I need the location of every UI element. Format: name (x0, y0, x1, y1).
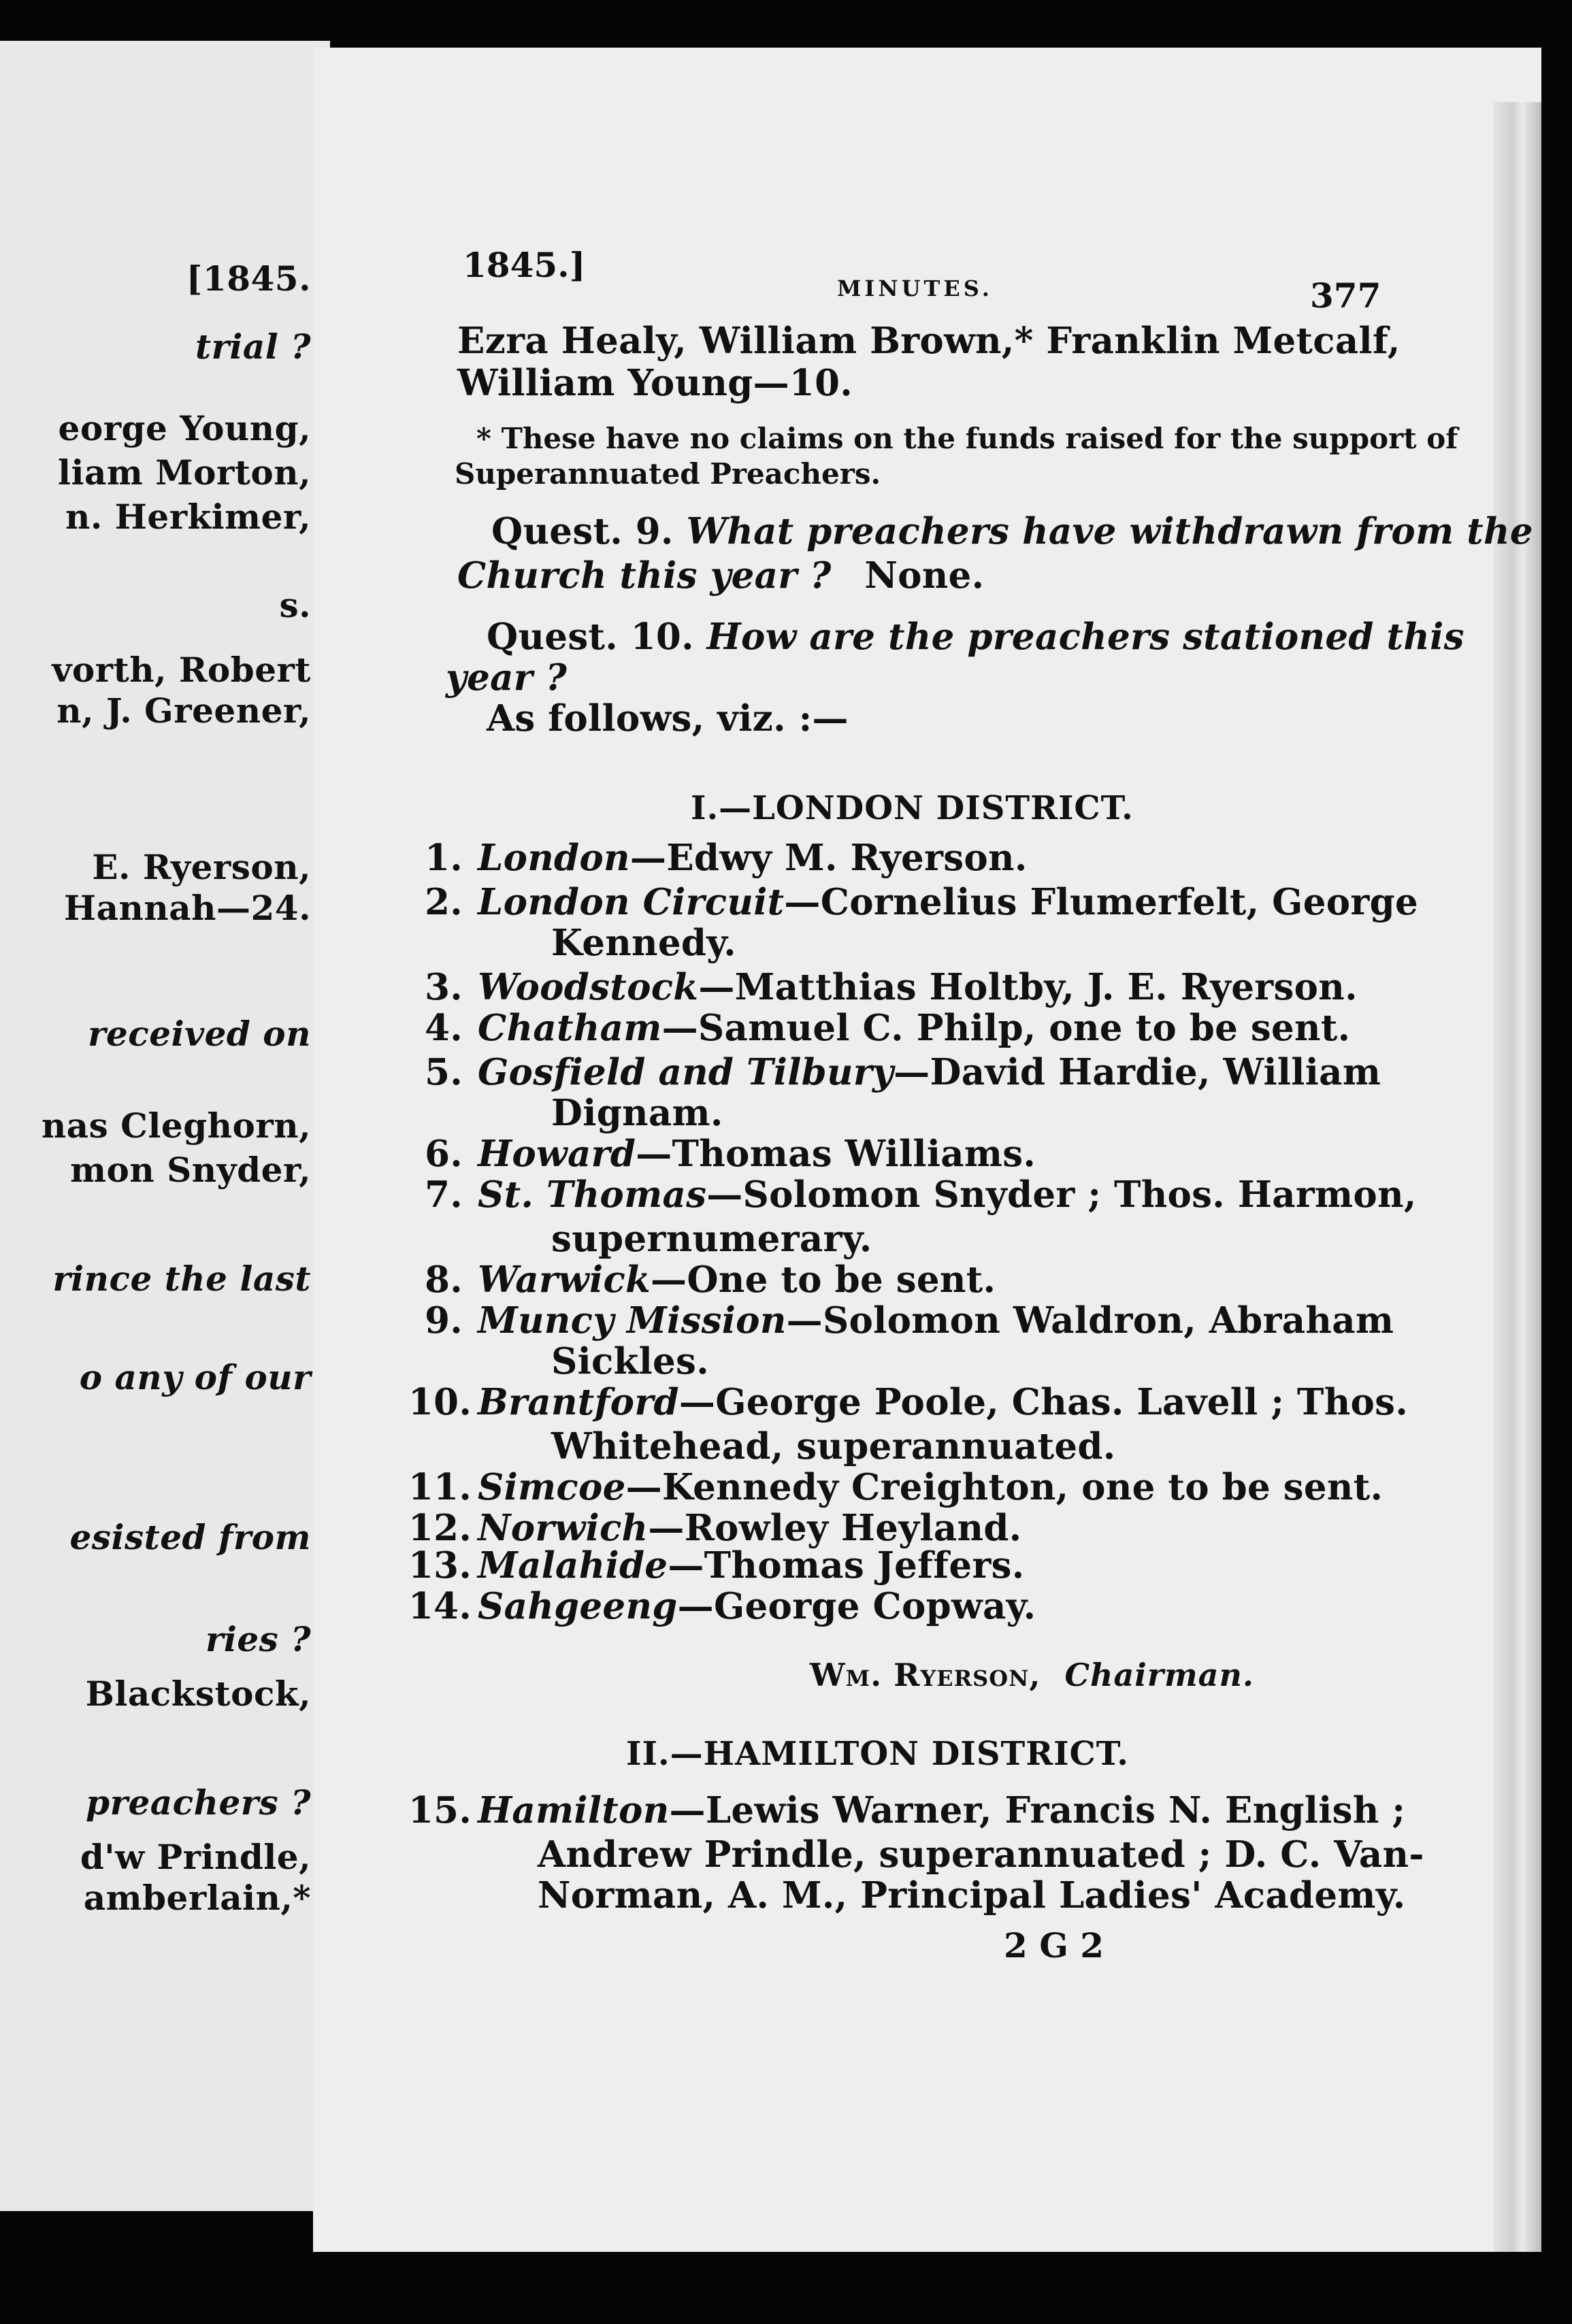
station-entry (408, 1259, 996, 1301)
page-edge (1494, 102, 1541, 2252)
station-preachers: —Kennedy Creighton, one to be sent. (625, 1466, 1383, 1508)
left-page-line: n, J. Greener, (56, 691, 311, 731)
left-page-line: s. (279, 585, 311, 625)
left-page-line: preachers ? (86, 1782, 311, 1823)
station-preachers: —One to be sent. (651, 1259, 996, 1301)
station-place: Hamilton (478, 1789, 670, 1831)
station-entry (408, 1544, 1025, 1587)
station-entry (408, 1007, 1350, 1049)
station-entry (408, 1051, 1381, 1093)
station-entry (408, 1299, 1394, 1342)
continuation-line-2: William Young—10. (457, 362, 853, 404)
station-number: 12. (408, 1507, 472, 1549)
quest-9-answer: None. (864, 554, 985, 597)
station-preachers: —Samuel C. Philp, one to be sent. (661, 1007, 1351, 1049)
station-preachers: —Thomas Williams. (636, 1133, 1036, 1175)
left-page-line: ries ? (205, 1619, 311, 1659)
station-entry (408, 1381, 1408, 1423)
left-page-line: vorth, Robert (52, 650, 311, 690)
station-place: Muncy Mission (478, 1299, 787, 1342)
left-page-line: nas Cleghorn, (41, 1106, 311, 1146)
station-preachers: —Rowley Heyland. (648, 1507, 1022, 1549)
quest-9-question: What preachers have withdrawn from the (686, 510, 1533, 552)
quest-10 (487, 616, 1464, 658)
left-page-line: liam Morton, (58, 452, 311, 493)
continuation-line-1: Ezra Healy, William Brown,* Franklin Metcalf, (457, 320, 1401, 362)
station-place: Malahide (478, 1544, 668, 1587)
station-place: Sahgeeng (478, 1585, 678, 1627)
station-number: 10. (408, 1381, 472, 1423)
station-preachers: —Solomon Snyder ; Thos. Harmon, (706, 1174, 1417, 1216)
station-entry-continuation: supernumerary. (551, 1218, 872, 1260)
station-entry (408, 837, 1028, 879)
quest-10-question: How are the preachers stationed this (706, 616, 1464, 658)
station-place: Woodstock (478, 966, 699, 1008)
london-district-heading: I.—LONDON DISTRICT. (691, 789, 1134, 827)
station-preachers: —George Copway. (677, 1585, 1036, 1627)
running-title: MINUTES. (837, 276, 993, 301)
station-preachers: —Matthias Holtby, J. E. Ryerson. (698, 966, 1358, 1008)
left-page-line: o any of our (79, 1357, 311, 1397)
station-place: Howard (478, 1133, 636, 1175)
station-entry-continuation: Sickles. (551, 1340, 709, 1382)
station-place: Simcoe (478, 1466, 626, 1508)
station-number: 1. (425, 837, 463, 879)
station-number: 7. (425, 1174, 463, 1216)
left-page-line: eorge Young, (58, 408, 311, 448)
hamilton-district-heading: II.—HAMILTON DISTRICT. (626, 1735, 1129, 1773)
station-number: 15. (408, 1789, 472, 1831)
left-page-line: trial ? (195, 327, 311, 367)
station-place: Warwick (478, 1259, 651, 1301)
footnote-line-1: * These have no claims on the funds raised for the support of (476, 422, 1458, 455)
quest-9-label: Quest. 9. (491, 510, 674, 552)
station-number: 2. (425, 881, 463, 923)
station-entry (408, 966, 1358, 1008)
station-entry (408, 1585, 1036, 1627)
chairman-line (810, 1657, 1254, 1693)
station-place: St. Thomas (478, 1174, 707, 1216)
station-place: Chatham (478, 1007, 662, 1049)
station-place: London (478, 837, 630, 879)
station-entry-continuation: Dignam. (551, 1092, 723, 1134)
quest-10-answer: As follows, viz. :— (487, 697, 849, 740)
left-page-line: esisted from (69, 1517, 311, 1557)
station-number: 9. (425, 1299, 463, 1342)
station-number: 3. (425, 966, 463, 1008)
station-entry (408, 1174, 1417, 1216)
station-preachers: —Thomas Jeffers. (668, 1544, 1025, 1587)
left-page-line: n. Herkimer, (65, 497, 311, 537)
quest-9-question-cont: Church this year ? (457, 554, 832, 597)
station-preachers: —David Hardie, William (894, 1051, 1381, 1093)
left-page-line: Hannah—24. (63, 888, 311, 928)
header-year: 1845.] (463, 245, 586, 285)
station-place: Brantford (478, 1381, 679, 1423)
station-preachers: —George Poole, Chas. Lavell ; Thos. (678, 1381, 1409, 1423)
station-number: 8. (425, 1259, 463, 1301)
station-entry-continuation: Kennedy. (551, 922, 737, 964)
left-page-line: amberlain,* (83, 1878, 311, 1918)
station-number: 14. (408, 1585, 472, 1627)
station-place: London Circuit (478, 881, 785, 923)
station-place: Norwich (478, 1507, 649, 1549)
station-number: 4. (425, 1007, 463, 1049)
station-entry (408, 1133, 1036, 1175)
left-page-line: d'w Prindle, (80, 1837, 311, 1877)
left-page (0, 41, 330, 2211)
station-preachers: —Edwy M. Ryerson. (629, 837, 1028, 879)
chairman-title: Chairman. (1064, 1657, 1254, 1693)
left-page-line: rince the last (52, 1259, 311, 1299)
left-page-line: received on (88, 1014, 311, 1054)
station-entry-continuation: Norman, A. M., Principal Ladies' Academy. (538, 1874, 1406, 1916)
station-number: 6. (425, 1133, 463, 1175)
station-number: 5. (425, 1051, 463, 1093)
station-preachers: —Cornelius Flumerfelt, George (784, 881, 1418, 923)
station-entry-continuation: Whitehead, superannuated. (551, 1425, 1116, 1467)
left-page-line: Blackstock, (85, 1674, 311, 1714)
quest-9-cont (457, 554, 984, 597)
chairman-name: Wm. Ryerson, (810, 1657, 1041, 1693)
left-page-line: mon Snyder, (70, 1150, 311, 1190)
station-entry (408, 1507, 1021, 1549)
footnote-line-2: Superannuated Preachers. (455, 457, 881, 491)
station-place: Gosfield and Tilbury (478, 1051, 894, 1093)
left-page-line: [1845. (186, 259, 311, 299)
page-number: 377 (1310, 276, 1381, 316)
station-entry-continuation: Andrew Prindle, superannuated ; D. C. Van- (538, 1833, 1424, 1876)
station-entry (408, 1466, 1383, 1508)
quest-9 (491, 510, 1533, 552)
station-number: 13. (408, 1544, 472, 1587)
station-preachers: —Solomon Waldron, Abraham (786, 1299, 1394, 1342)
quest-10-label: Quest. 10. (487, 616, 694, 658)
station-preachers: —Lewis Warner, Francis N. English ; (669, 1789, 1406, 1831)
station-entry (408, 1789, 1405, 1831)
quest-10-question-cont: year ? (446, 657, 568, 699)
station-entry (408, 881, 1418, 923)
signature-mark: 2 G 2 (1004, 1925, 1104, 1965)
station-number: 11. (408, 1466, 472, 1508)
left-page-line: E. Ryerson, (92, 847, 311, 887)
